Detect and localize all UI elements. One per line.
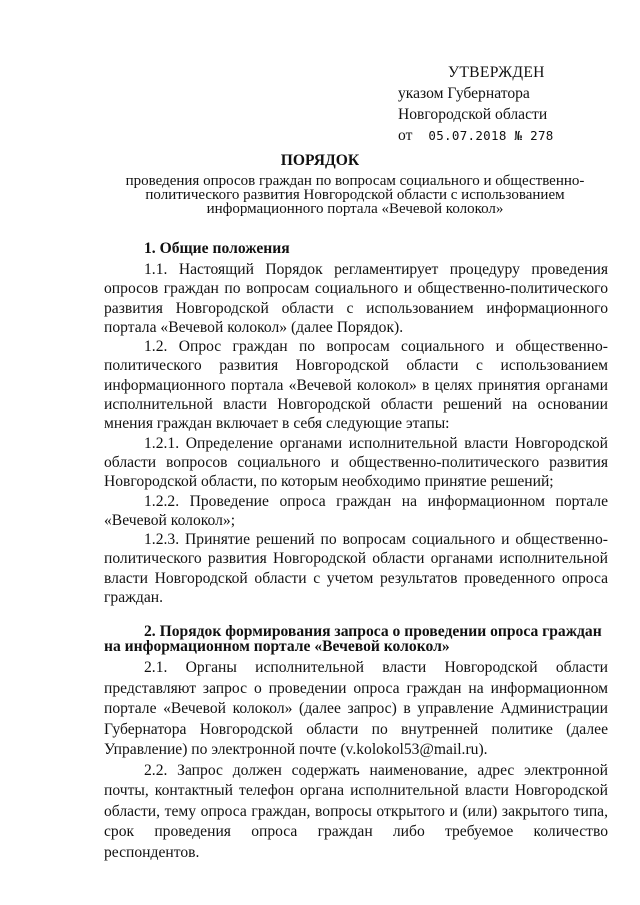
paragraph-1-1: 1.1. Настоящий Порядок регламентирует процедуру проведения опросов граждан по вопросам социального и общественно-политического развития Новгородской области с использованием информационного портала «Вечевой колокол» (далее Порядок).: [104, 261, 608, 336]
paragraph-1-2-3: 1.2.3. Принятие решений по вопросам социального и общественно-политического развития Новгородской области органами исполнительной власти Новгородской области с учетом результатов проведенного опроса граждан.: [104, 531, 608, 607]
paragraph-1-2: 1.2. Опрос граждан по вопросам социального и общественно-политического развития Новгородской области с использованием информационного портала «Вечевой колокол» в целях принятия органами исполнительной власти Новгородской области решений на основании мнения граждан включает в себя следующие этапы:: [104, 338, 608, 433]
paragraph-2-2: 2.2. Запрос должен содержать наименование, адрес электронной почты, контактный телефон органа исполнительной власти Новгородской области, тему опроса граждан, вопросы открытого и (или) закрытого типа, срок проведения опроса граждан либо требуемое количество респондентов.: [104, 761, 608, 861]
paragraph-1-2-2: 1.2.2. Проведение опроса граждан на информационном портале «Вечевой колокол»;: [104, 492, 608, 529]
document-subtitle: проведения опросов граждан по вопросам социального и общественно-политического развития Новгородской области с использованием информационного портала «Вечевой колокол»: [125, 173, 585, 217]
paragraph-2-1: 2.1. Органы исполнительной власти Новгородской области представляют запрос о проведении опроса граждан на информационном портале «Вечевой колокол» (далее запрос) в управление Администрации Губернатора Новгородской области по внутренней политике (далее Управление) по электронной почте (v.kolokol53@mail.ru).: [104, 659, 608, 758]
approval-line-1: указом Губернатора: [398, 85, 530, 102]
paragraph-1-2-1: 1.2.1. Определение органами исполнительной власти Новгородской области вопросов социального и общественно-политического развития Новгородской области, по которым необходимо принятие решений;: [104, 434, 608, 491]
section-general-provisions: [104, 240, 608, 607]
approval-line-2: Новгородской области: [398, 106, 548, 123]
approval-title: УТВЕРЖДЕН: [448, 64, 545, 81]
section-request-procedure: [104, 624, 608, 863]
section-1-heading: 1. Общие положения: [144, 240, 290, 257]
approval-date-prefix: от: [398, 127, 413, 144]
approval-date-value: 05.07.2018 № 278: [428, 128, 554, 143]
section-2-heading: 2. Порядок формирования запроса о проведении опроса граждан на информационном портале «Вечевой колокол»: [104, 623, 602, 655]
document-title: ПОРЯДОК: [280, 152, 360, 169]
approval-date-row: [398, 125, 554, 146]
approval-stamp: [398, 62, 554, 146]
